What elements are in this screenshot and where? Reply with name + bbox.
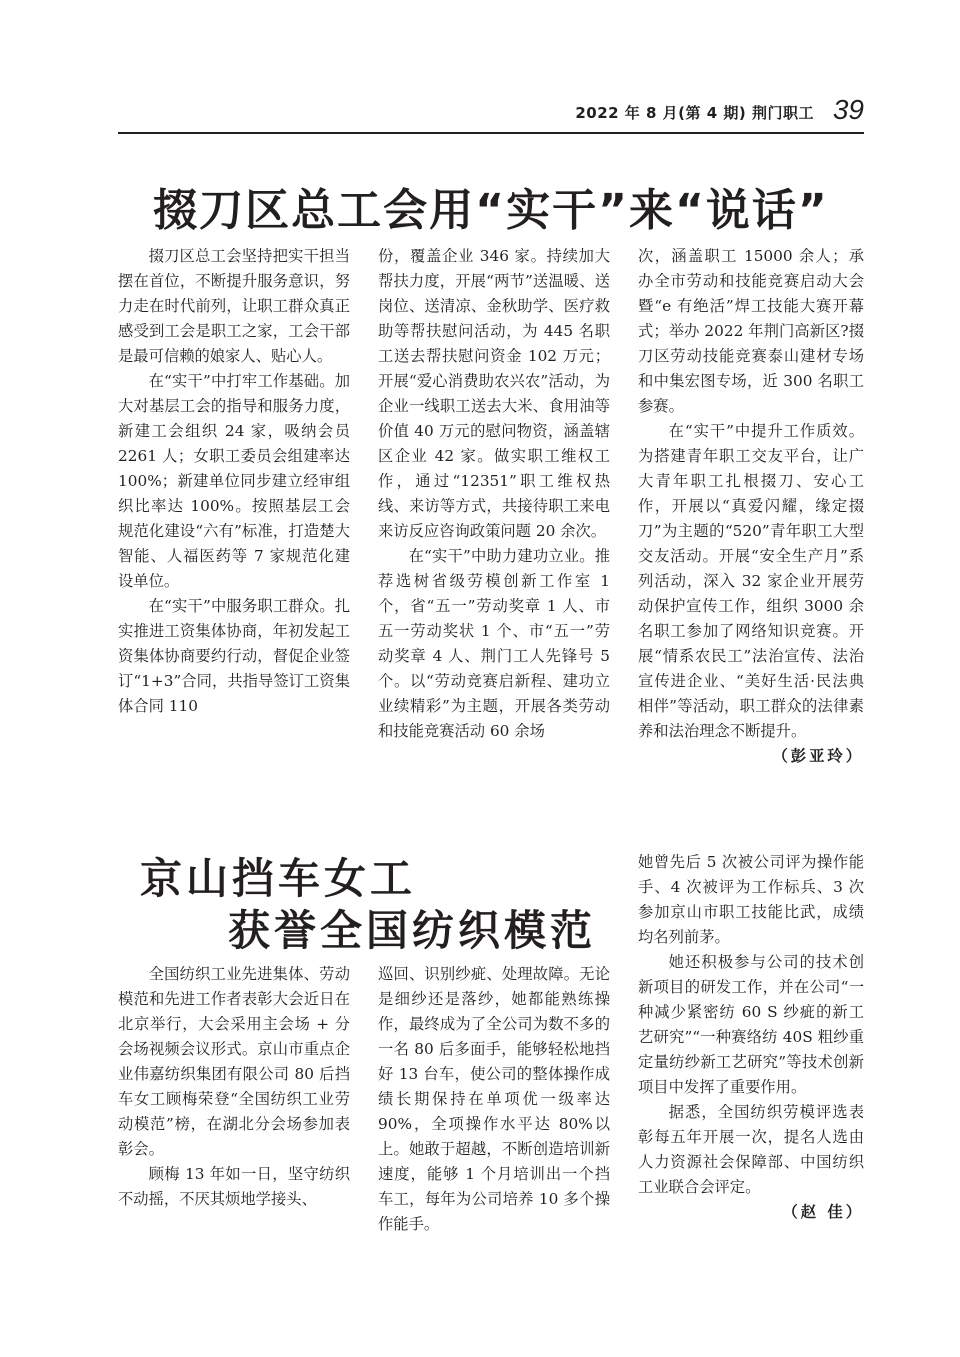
header-rule	[118, 132, 864, 134]
paragraph-text: 据悉，全国纺织劳模评选表彰每五年开展一次，提名人选由人力资源社会保障部、中国纺织工业联合会评定。	[638, 1103, 864, 1196]
paragraph: 巡回、识别纱疵、处理故障。无论是细纱还是落纱，她都能熟练操作，最终成为了全公司为数不多的一名 80 后多面手，能够轻松地挡好 13 台车，使公司的整体操作成绩长期保持在单项优一级率达 90%，全项操作水平达 80%以上。她敢于超越，不断创造培训新速度，能够 1 个月培训出一个挡车工，每年为公司培养 10 多个操作能手。	[378, 965, 610, 1233]
paragraph: 份，覆盖企业 346 家。持续加大帮扶力度，开展“两节”送温暖、送岗位、送清凉、金秋助学、医疗救助等帮扶慰问活动，为 445 名职工送去帮扶慰问资金 102 万元；开展“爱心消费助农兴农”活动，为企业一线职工送去大米、食用油等价值 40 万元的慰问物资，涵盖辖区企业 42 家。做实职工维权工作，通过“12351”职工维权热线、来访等方式，共接待职工来电来访反应咨询政策问题 20 余次。	[378, 247, 610, 540]
paragraph: 顾梅 13 年如一日，坚守纺织不动摇，不厌其烦地学接头、	[118, 1165, 350, 1208]
paragraph: 在“实干”中助力建功立业。推荐选树省级劳模创新工作室 1 个，省“五一”劳动奖章 1 人、市五一劳动奖状 1 个、市“五一”劳动奖章 4 人、荆门工人先锋号 5 个。以“劳动竞赛启新程、建功立业续精彩”为主题，开展各类劳动和技能竞赛活动 60 余场	[378, 547, 610, 740]
article2-column-2	[378, 962, 610, 1237]
article1-column-1	[118, 244, 350, 719]
article1-column-3	[638, 244, 864, 769]
paragraph: 她还积极参与公司的技术创新项目的研发工作，并在公司“一种减少紧密纺 60 S 纱疵的新工艺研究”“一种赛络纺 40S 粗纱重定量纺纱新工艺研究”等技术创新项目中发挥了重要作用。	[638, 953, 864, 1096]
article2-title-line1: 京山挡车女工	[140, 854, 417, 903]
article2-author: （赵 佳）	[782, 1203, 864, 1221]
article1-author: （彭亚玲）	[772, 747, 864, 765]
issue-info: 2022 年 8 月(第 4 期) 荆门职工	[575, 104, 814, 122]
article2-column-3	[638, 850, 864, 1225]
paragraph-text: 在“实干”中提升工作质效。为搭建青年职工交友平台，让广大青年职工扎根掇刀、安心工作，开展以“真爱闪耀，缘定掇刀”为主题的“520”青年职工大型交友活动。开展“安全生产月”系列活动，深入 32 家企业开展劳动保护宣传工作，组织 3000 余名职工参加了网络知识竞赛。开展“情系农民工”法治宣传、法治宣传进企业、“美好生活·民法典相伴”等活动，职工群众的法律素养和法治理念不断提升。	[638, 422, 864, 740]
article1-title: 掇刀区总工会用“实干”来“说话”	[153, 185, 829, 236]
paragraph	[638, 419, 864, 765]
article1-column-2	[378, 244, 610, 744]
article2-column-1	[118, 962, 350, 1212]
page-number: 39	[832, 94, 864, 125]
paragraph: 次，涵盖职工 15000 余人；承办全市劳动和技能竞赛启动大会暨“e 有绝活”焊工技能大赛开幕式；举办 2022 年荆门高新区?掇刀区劳动技能竞赛泰山建材专场和中集宏图专场，近 300 名职工参赛。	[638, 247, 864, 415]
paragraph	[638, 1100, 864, 1221]
article2-title-line2: 获誉全国纺织模范	[228, 906, 597, 955]
paragraph: 全国纺织工业先进集体、劳动模范和先进工作者表彰大会近日在北京举行，大会采用主会场 + 分会场视频会议形式。京山市重点企业伟嘉纺织集团有限公司 80 后挡车女工顾梅荣登“全国纺织工业劳动模范”榜，在湖北分会场参加表彰会。	[118, 965, 350, 1158]
paragraph: 在“实干”中服务职工群众。扎实推进工资集体协商，年初发起工资集体协商要约行动，督促企业签订“1+3”合同，共指导签订工资集体合同 110	[118, 597, 350, 715]
paragraph: 掇刀区总工会坚持把实干担当摆在首位，不断提升服务意识，努力走在时代前列，让职工群众真正感受到工会是职工之家，工会干部是最可信赖的娘家人、贴心人。	[118, 247, 350, 365]
page-header	[118, 94, 864, 124]
paragraph: 在“实干”中打牢工作基础。加大对基层工会的指导和服务力度，新建工会组织 24 家，吸纳会员 2261 人；女职工委员会组建率达 100%；新建单位同步建立经审组织比率达 100%。按照基层工会规范化建设“六有”标准，打造楚大智能、人福医药等 7 家规范化建设单位。	[118, 372, 350, 590]
paragraph: 她曾先后 5 次被公司评为操作能手、4 次被评为工作标兵、3 次参加京山市职工技能比武，成绩均名列前茅。	[638, 853, 864, 946]
